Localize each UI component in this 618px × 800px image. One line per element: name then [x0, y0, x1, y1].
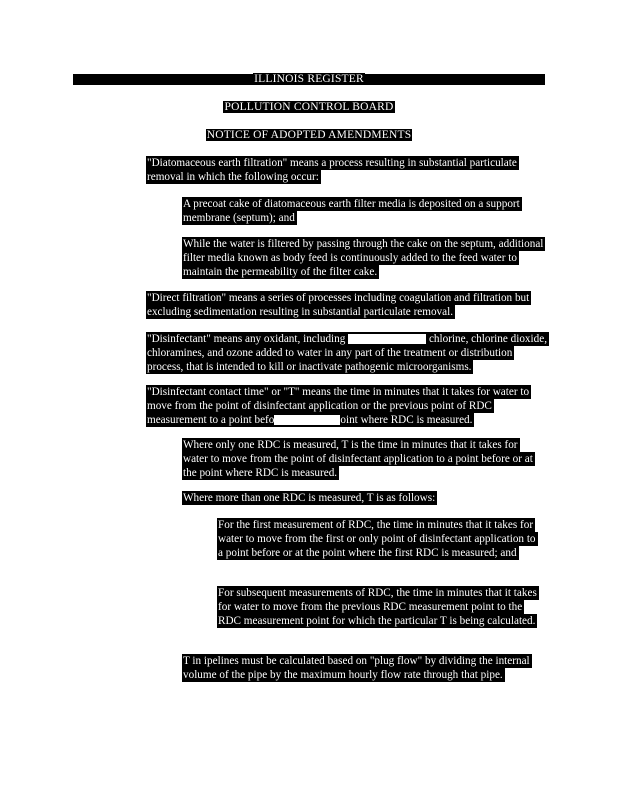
definition-diatomaceous-text: "Diatomaceous earth filtration" means a process resulting in substantial particulate removal in which the following occur:	[147, 157, 517, 183]
contact-time-item-2-text: Where more than one RDC is measured, T is as follows:	[183, 492, 436, 504]
contact-time-subitem-2	[217, 587, 539, 628]
contact-time-pipelines	[182, 655, 534, 683]
contact-time-item-2	[182, 492, 482, 506]
diatomaceous-item-1-text: A precoat cake of diatomaceous earth filter media is deposited on a support membrane (septum); and	[183, 198, 520, 224]
contact-time-item-1-text: Where only one RDC is measured, T is the time in minutes that it takes for water to move from the point of disinfectant application to a point before or at the point where RDC is measured.	[183, 439, 533, 479]
register-title	[73, 73, 545, 86]
contact-time-subitem-2-text: For subsequent measurements of RDC, the time in minutes that it takes for water to move from the previous RDC measurement point to the RDC measurement point for which the particular T is being calculated.	[218, 587, 537, 627]
contact-time-item-1	[182, 439, 542, 480]
contact-time-subitem-1-text: For the first measurement of RDC, the time in minutes that it takes for water to move from the first or only point of disinfectant application to a point before or at the point where the first RDC is measured; and	[218, 519, 536, 559]
disinfectant-text-before: "Disinfectant" means any oxidant, including	[147, 333, 346, 345]
definition-disinfectant	[146, 333, 548, 374]
notice-title	[73, 129, 545, 142]
definition-diatomaceous	[146, 157, 538, 185]
diatomaceous-item-1	[182, 198, 542, 226]
notice-title-text: NOTICE OF ADOPTED AMENDMENTS	[206, 129, 412, 141]
disinfectant-text-after: chlorine, chlorine dioxide, chloramines, and ozone added to water in any part of the treatment or distribution process, that is intended to kill or inactivate pathogenic microorganisms.	[147, 333, 547, 373]
redaction-mark-2	[274, 415, 340, 425]
register-title-text: ILLINOIS REGISTER	[254, 73, 364, 85]
board-title-text: POLLUTION CONTROL BOARD	[224, 101, 394, 113]
diatomaceous-item-2-text: While the water is filtered by passing through the cake on the septum, additional filter media known as body feed is continuously added to the feed water to maintain the permeability of the filter cake.	[183, 238, 544, 278]
board-title	[73, 101, 545, 114]
definition-contact-time	[146, 386, 542, 427]
contact-time-subitem-1	[217, 519, 537, 560]
contact-time-text-after: oint where RDC is measured.	[340, 413, 473, 426]
contact-time-pipelines-text: T in ipelines must be calculated based on "plug flow" by dividing the internal volume of the pipe by the maximum hourly flow rate through that pipe.	[183, 655, 530, 681]
definition-direct-filtration	[146, 292, 534, 320]
redaction-mark	[348, 334, 426, 344]
definition-direct-filtration-text: "Direct filtration" means a series of processes including coagulation and filtration but excluding sedimentation resulting in substantial particulate removal.	[147, 292, 530, 318]
contact-time-text-before: "Disinfectant contact time" or "T" means the time in minutes that it takes for water to move from the point of disinfectant application or the previous point of RDC measurement to a point befo	[147, 386, 530, 426]
diatomaceous-item-2	[182, 238, 544, 279]
